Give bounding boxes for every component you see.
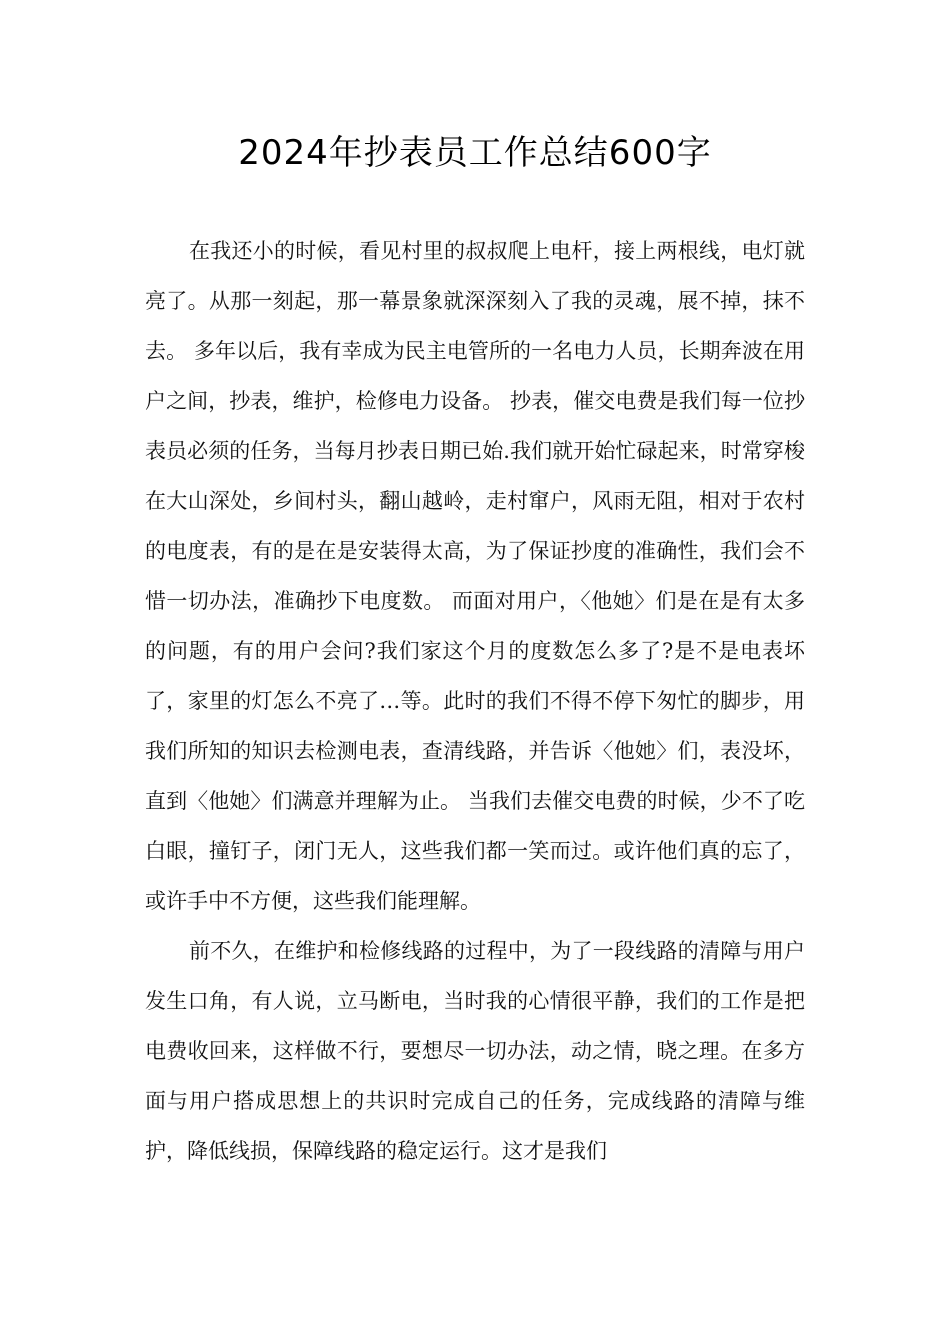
document-title: 2024年抄表员工作总结600字 [238, 133, 712, 173]
document-body [145, 226, 805, 1176]
paragraph-1: 在我还小的时候，看见村里的叔叔爬上电杆，接上两根线，电灯就亮了。从那一刻起，那一幕景象就深深刻入了我的灵魂，展不掉，抹不去。 多年以后，我有幸成为民主电管所的一名电力人员，长期奔波在用户之间，抄表，维护，检修电力设备。 抄表，催交电费是我们每一位抄表员必须的任务，当每月抄表日期已始.我们就开始忙碌起来，时常穿梭在大山深处，乡间村头，翻山越岭，走村窜户，风雨无阻，相对于农村的电度表，有的是在是安装得太高，为了保证抄度的准确性，我们会不惜一切办法，准确抄下电度数。 而面对用户，〈他她〉们是在是有太多的问题，有的用户会问?我们家这个月的度数怎么多了?是不是电表坏了，家里的灯怎么不亮了…等。此时的我们不得不停下匆忙的脚步，用我们所知的知识去检测电表，查清线路，并告诉〈他她〉们，表没坏，直到〈他她〉们满意并理解为止。 当我们去催交电费的时候，少不了吃白眼，撞钉子，闭门无人，这些我们都一笑而过。或许他们真的忘了，或许手中不方便，这些我们能理解。 [145, 239, 805, 913]
paragraph-2: 前不久，在维护和检修线路的过程中，为了一段线路的清障与用户发生口角，有人说，立马断电，当时我的心情很平静，我们的工作是把电费收回来，这样做不行，要想尽一切办法，动之情，晓之理。在多方面与用户搭成思想上的共识时完成自己的任务，完成线路的清障与维护，降低线损，保障线路的稳定运行。这才是我们 [145, 939, 805, 1163]
